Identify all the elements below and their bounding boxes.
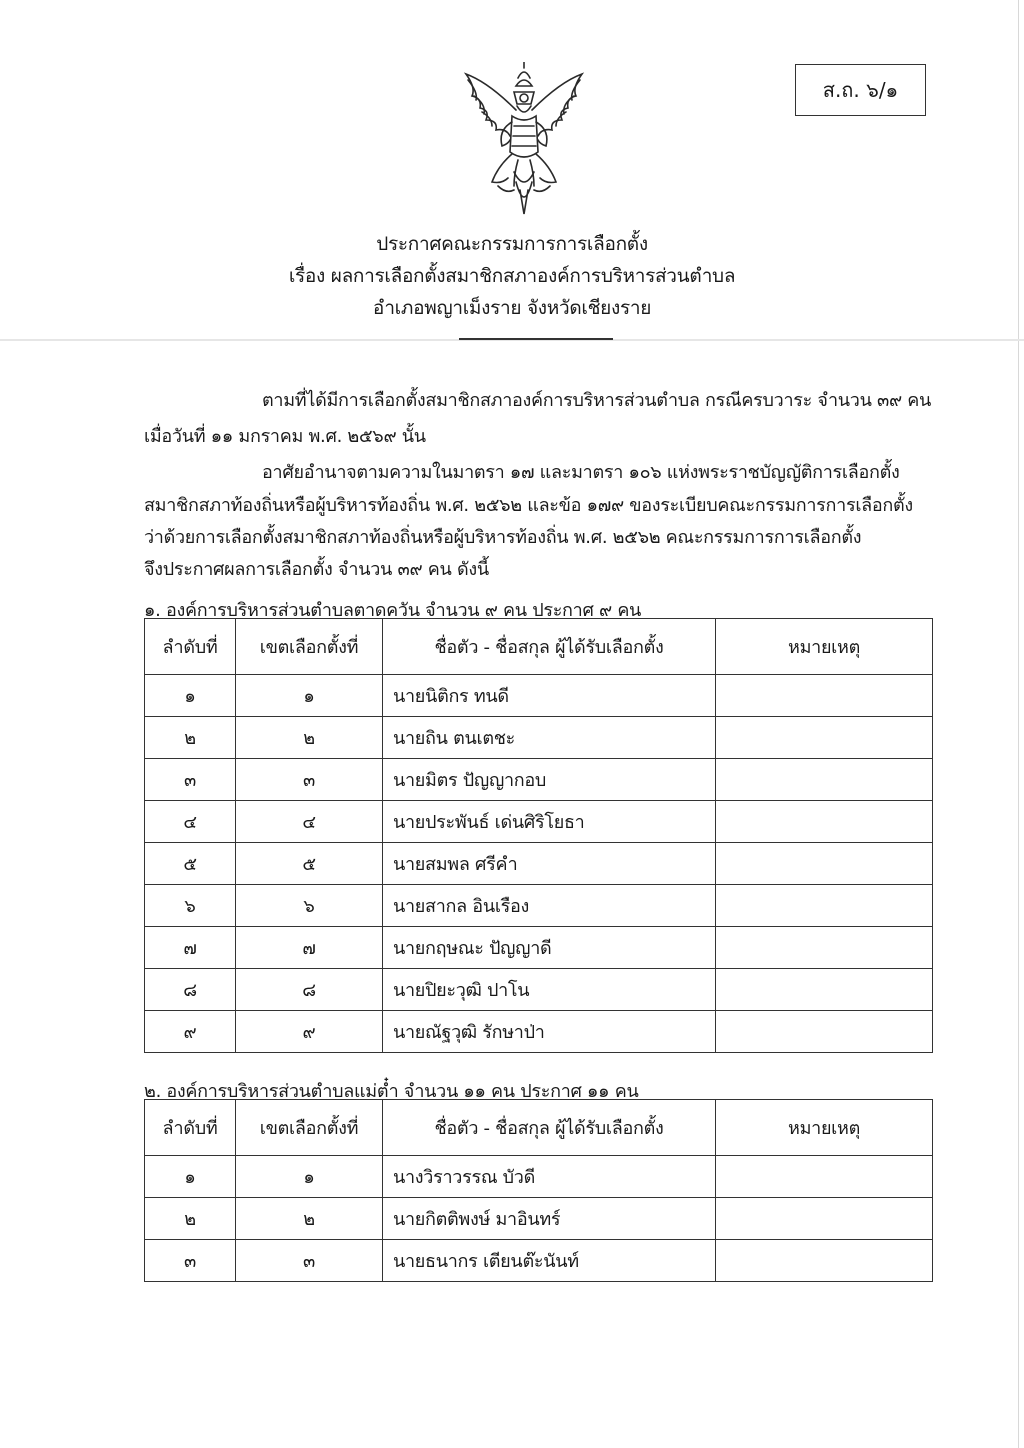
cell-zone: ๗ — [236, 927, 383, 969]
header-divider — [459, 338, 613, 340]
cell-zone: ๒ — [236, 1198, 383, 1240]
cell-zone: ๕ — [236, 843, 383, 885]
paragraph-2-line-1: อาศัยอำนาจตามความในมาตรา ๑๗ และมาตรา ๑๐๖ แห่งพระราชบัญญัติการเลือกตั้ง — [262, 462, 900, 483]
cell-zone: ๔ — [236, 801, 383, 843]
section-2-results-table — [144, 1099, 933, 1282]
cell-zone: ๘ — [236, 969, 383, 1011]
cell-zone: ๓ — [236, 1240, 383, 1282]
cell-zone: ๖ — [236, 885, 383, 927]
cell-order: ๒ — [145, 717, 236, 759]
table-row — [145, 675, 933, 717]
cell-remark — [716, 843, 933, 885]
table-row — [145, 801, 933, 843]
cell-remark — [716, 801, 933, 843]
cell-order: ๕ — [145, 843, 236, 885]
cell-name: นายธนากร เตียนต๊ะนันท์ — [383, 1240, 716, 1282]
announcement-district: อำเภอพญาเม็งราย จังหวัดเชียงราย — [372, 297, 652, 319]
cell-order: ๒ — [145, 1198, 236, 1240]
paragraph-2-line-4: จึงประกาศผลการเลือกตั้ง จำนวน ๓๙ คน ดังนี้ — [144, 559, 489, 580]
section-1-results-table — [144, 618, 933, 1053]
cell-order: ๘ — [145, 969, 236, 1011]
table-header-row — [145, 1100, 933, 1156]
cell-remark — [716, 1011, 933, 1053]
cell-name: นายณัฐวุฒิ รักษาป่า — [383, 1011, 716, 1053]
column-header-name: ชื่อตัว - ชื่อสกุล ผู้ได้รับเลือกตั้ง — [383, 1100, 716, 1156]
cell-remark — [716, 1240, 933, 1282]
cell-name: นายกฤษณะ ปัญญาดี — [383, 927, 716, 969]
cell-name: นายสากล อินเรือง — [383, 885, 716, 927]
cell-zone: ๒ — [236, 717, 383, 759]
column-header-zone: เขตเลือกตั้งที่ — [236, 1100, 383, 1156]
announcement-subject: เรื่อง ผลการเลือกตั้งสมาชิกสภาองค์การบริหารส่วนตำบล — [288, 265, 736, 287]
garuda-emblem-icon — [458, 62, 590, 216]
section-1-title: ๑. องค์การบริหารส่วนตำบลตาดควัน จำนวน ๙ คน ประกาศ ๙ คน — [144, 600, 642, 621]
table-row — [145, 1011, 933, 1053]
table-row — [145, 843, 933, 885]
column-header-zone: เขตเลือกตั้งที่ — [236, 619, 383, 675]
table-row — [145, 717, 933, 759]
table-row — [145, 1156, 933, 1198]
cell-name: นางวิราวรรณ บัวดี — [383, 1156, 716, 1198]
cell-remark — [716, 759, 933, 801]
cell-name: นายถิน ตนเตชะ — [383, 717, 716, 759]
cell-name: นายประพันธ์ เด่นศิริโยธา — [383, 801, 716, 843]
table-row — [145, 759, 933, 801]
cell-remark — [716, 927, 933, 969]
cell-remark — [716, 1198, 933, 1240]
cell-remark — [716, 969, 933, 1011]
column-header-name: ชื่อตัว - ชื่อสกุล ผู้ได้รับเลือกตั้ง — [383, 619, 716, 675]
paragraph-1-line-1: ตามที่ได้มีการเลือกตั้งสมาชิกสภาองค์การบริหารส่วนตำบล กรณีครบวาระ จำนวน ๓๙ คน — [262, 390, 932, 411]
table-header-row — [145, 619, 933, 675]
cell-order: ๑ — [145, 675, 236, 717]
cell-order: ๓ — [145, 1240, 236, 1282]
paragraph-2-line-3: ว่าด้วยการเลือกตั้งสมาชิกสภาท้องถิ่นหรือผู้บริหารท้องถิ่น พ.ศ. ๒๕๖๒ คณะกรรมการการเลือกตั้ง — [144, 527, 862, 548]
cell-name: นายมิตร ปัญญากอบ — [383, 759, 716, 801]
cell-remark — [716, 885, 933, 927]
cell-name: นายสมพล ศรีคำ — [383, 843, 716, 885]
column-header-order: ลำดับที่ — [145, 1100, 236, 1156]
table-row — [145, 1240, 933, 1282]
table-row — [145, 927, 933, 969]
cell-zone: ๓ — [236, 759, 383, 801]
cell-zone: ๑ — [236, 675, 383, 717]
cell-remark — [716, 717, 933, 759]
cell-name: นายปิยะวุฒิ ปาโน — [383, 969, 716, 1011]
table-row — [145, 1198, 933, 1240]
announcement-title: ประกาศคณะกรรมการการเลือกตั้ง — [376, 233, 648, 255]
cell-order: ๖ — [145, 885, 236, 927]
scan-edge-line — [1018, 0, 1019, 1448]
column-header-remark: หมายเหตุ — [716, 619, 933, 675]
section-2-title: ๒. องค์การบริหารส่วนตำบลแม่ต๋ำ จำนวน ๑๑ คน ประกาศ ๑๑ คน — [144, 1081, 639, 1102]
form-code-box: ส.ถ. ๖/๑ — [795, 64, 926, 116]
cell-order: ๓ — [145, 759, 236, 801]
cell-name: นายนิติกร ทนดี — [383, 675, 716, 717]
cell-remark — [716, 675, 933, 717]
paragraph-1-line-2: เมื่อวันที่ ๑๑ มกราคม พ.ศ. ๒๕๖๙ นั้น — [144, 426, 426, 447]
cell-order: ๑ — [145, 1156, 236, 1198]
cell-name: นายกิตติพงษ์ มาอินทร์ — [383, 1198, 716, 1240]
cell-remark — [716, 1156, 933, 1198]
cell-zone: ๑ — [236, 1156, 383, 1198]
paragraph-2-line-2: สมาชิกสภาท้องถิ่นหรือผู้บริหารท้องถิ่น พ.ศ. ๒๕๖๒ และข้อ ๑๗๙ ของระเบียบคณะกรรมการการเลือกตั้ง — [144, 495, 913, 516]
cell-order: ๔ — [145, 801, 236, 843]
cell-order: ๗ — [145, 927, 236, 969]
table-row — [145, 885, 933, 927]
cell-order: ๙ — [145, 1011, 236, 1053]
table-row — [145, 969, 933, 1011]
column-header-remark: หมายเหตุ — [716, 1100, 933, 1156]
column-header-order: ลำดับที่ — [145, 619, 236, 675]
cell-zone: ๙ — [236, 1011, 383, 1053]
